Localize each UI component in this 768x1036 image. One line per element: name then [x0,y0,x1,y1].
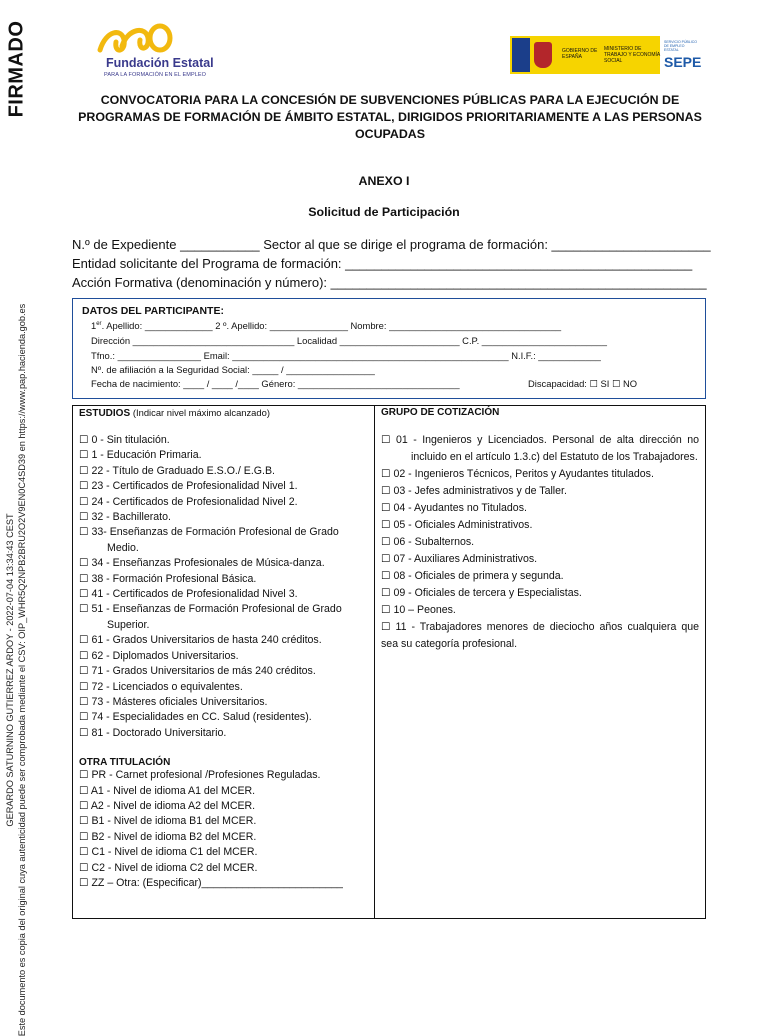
estudios-option[interactable]: ☐ 24 - Certificados de Profesionalidad Nivel 2. [79,495,298,508]
document-title: CONVOCATORIA PARA LA CONCESIÓN DE SUBVENCIONES PÚBLICAS PARA LA EJECUCIÓN DE PROGRAMAS DE FORMACIÓN DE ÁMBITO ESTATAL, DIRIGIDOS PRIORITARIAMENTE A LAS PERSONAS OCUPADAS [78,93,702,141]
cotizacion-option[interactable]: ☐ 06 - Subalternos. [381,536,475,548]
estudios-option[interactable]: ☐ 71 - Grados Universitarios de más 240 créditos. [79,665,316,678]
otra-titulacion-option[interactable]: ☐ C2 - Nivel de idioma C2 del MCER. [79,861,258,874]
estudios-option[interactable]: ☐ 1 - Educación Primaria. [79,449,202,462]
cotizacion-option[interactable]: ☐ 09 - Oficiales de tercera y Especialistas. [381,587,582,599]
ministerio-label: MINISTERIO DE TRABAJO Y ECONOMÍA SOCIAL [604,46,660,64]
column-divider [374,405,375,919]
estudios-option[interactable]: ☐ 23 - Certificados de Profesionalidad Nivel 1. [79,480,298,493]
estudios-option[interactable]: ☐ 74 - Especialidades en CC. Salud (residentes). [79,711,312,724]
gobierno-label: GOBIERNO DE ESPAÑA [562,48,598,60]
gobierno-sepe-logo [510,36,700,74]
estudios-option[interactable]: ☐ 81 - Doctorado Universitario. [79,726,227,739]
signature-stamp [4,303,40,1036]
otra-titulacion-option[interactable]: ☐ C1 - Nivel de idioma C1 del MCER. [79,846,258,859]
eu-flag-icon [512,38,530,72]
stamp-csv-line: Este documento es copia del original cuya autenticidad puede ser comprobada mediante el CSV: OIP_WHR5Q2NPB2BRU2O2V9EN0C4SD39 en https://www.pap.hacienda.gob.es [17,303,27,1036]
cotizacion-option[interactable]: ☐ 08 - Oficiales de primera y segunda. [381,570,564,582]
estudios-option[interactable]: ☐ 22 - Título de Graduado E.S.O./ E.G.B. [79,464,275,477]
estudios-option[interactable]: ☐ 33- Enseñanzas de Formación Profesional de Grado Medio. [79,526,339,554]
estudios-option[interactable]: ☐ 41 - Certificados de Profesionalidad Nivel 3. [79,588,298,601]
sepe-fullname: SERVICIO PÚBLICO DE EMPLEO ESTATAL [664,40,698,52]
fundacion-tagline: PARA LA FORMACIÓN EN EL EMPLEO [104,72,207,78]
cotizacion-option[interactable]: ☐ 10 – Peones. [381,604,456,616]
estudios-option[interactable]: ☐ 32 - Bachillerato. [79,511,171,524]
coat-of-arms-icon [534,42,552,68]
expediente-sector-line[interactable]: N.º de Expediente ___________ Sector al que se dirige el programa de formación: ______________________ [72,237,711,252]
form-subtitle: Solicitud de Participación [308,205,460,219]
cotizacion-option[interactable]: ☐ 05 - Oficiales Administrativos. [381,519,533,531]
otra-titulacion-option[interactable]: ☐ PR - Carnet profesional /Profesiones Reguladas. [79,769,321,782]
estudios-option[interactable]: ☐ 72 - Licenciados o equivalentes. [79,680,243,693]
entidad-solicitante-line[interactable]: Entidad solicitante del Programa de formación: ________________________________________________ [72,256,693,271]
stamp-signer-line: GERARDO SATURNINO GUTIERREZ ARDOY - 2022-07-04 13:34:43 CEST [5,513,15,827]
direccion-row[interactable]: Dirección _______________________________ Localidad _______________________ C.P. ________________________ [91,335,607,346]
estudios-option[interactable]: ☐ 34 - Enseñanzas Profesionales de Música-danza. [79,557,325,570]
fundacion-name: Fundación Estatal [106,56,214,70]
datos-participante-box [72,298,706,399]
telefono-email-nif-row[interactable]: Tfno.: ________________ Email: _____________________________________________________ N.I.F.: ____________ [91,350,601,361]
otra-titulacion-heading: OTRA TITULACIÓN [79,757,171,769]
cotizacion-option[interactable]: ☐ 01 - Ingenieros y Licenciados. Personal de alta dirección no incluido en el artículo 1.3.c) del Estatuto de los Trabajadores. [381,434,699,463]
otra-titulacion-option[interactable]: ☐ A1 - Nivel de idioma A1 del MCER. [79,784,256,797]
estudios-option[interactable]: ☐ 38 - Formación Profesional Básica. [79,572,257,585]
sepe-label: SEPE [664,54,702,70]
cotizacion-column [381,407,699,653]
anexo-heading: ANEXO I [358,174,410,188]
estudios-column [79,407,369,891]
cotizacion-option[interactable]: ☐ 02 - Ingenieros Técnicos, Peritos y Ayudantes titulados. [381,468,654,480]
fundacion-logo-mark-icon [94,22,174,58]
nacimiento-genero-row[interactable]: Fecha de nacimiento: ____ / ____ /____ Género: _______________________________ [91,378,460,389]
estudios-heading: ESTUDIOS (Indicar nivel máximo alcanzado) [79,407,270,419]
cotizacion-heading: GRUPO DE COTIZACIÓN [381,407,500,418]
cotizacion-option[interactable]: ☐ 03 - Jefes administrativos y de Taller. [381,485,567,497]
estudios-option[interactable]: ☐ 73 - Másteres oficiales Universitarios. [79,695,268,708]
firmado-stamp: FIRMADO [5,20,28,118]
apellidos-nombre-row[interactable]: 1er. Apellido: _____________ 2 º. Apellido: _______________ Nombre: _________________________________ [91,320,562,331]
estudios-option[interactable]: ☐ 61 - Grados Universitarios de hasta 240 créditos. [79,634,322,647]
estudios-option[interactable]: ☐ 62 - Diplomados Universitarios. [79,649,239,662]
cotizacion-option[interactable]: ☐ 11 - Trabajadores menores de dieciocho años cualquiera que sea su categoría profesional. [381,621,699,650]
participante-heading: DATOS DEL PARTICIPANTE: [82,305,224,317]
discapacidad-checkboxes[interactable]: Discapacidad: ☐ SI ☐ NO [528,378,638,389]
seguridad-social-row[interactable]: Nº. de afiliación a la Seguridad Social: _____ / _________________ [91,364,375,375]
otra-titulacion-option[interactable]: ☐ B1 - Nivel de idioma B1 del MCER. [79,815,257,828]
cotizacion-option[interactable]: ☐ 07 - Auxiliares Administrativos. [381,553,538,565]
otra-titulacion-option[interactable]: ☐ B2 - Nivel de idioma B2 del MCER. [79,830,257,843]
otra-titulacion-option[interactable]: ☐ ZZ – Otra: (Especificar)________________________ [79,876,343,889]
estudios-option[interactable]: ☐ 51 - Enseñanzas de Formación Profesional de Grado Superior. [79,603,342,631]
otra-titulacion-option[interactable]: ☐ A2 - Nivel de idioma A2 del MCER. [79,799,256,812]
accion-formativa-line[interactable]: Acción Formativa (denominación y número): ____________________________________________________ [72,275,707,290]
estudios-option[interactable]: ☐ 0 - Sin titulación. [79,434,170,446]
fundacion-estatal-logo [90,22,230,86]
cotizacion-option[interactable]: ☐ 04 - Ayudantes no Titulados. [381,502,527,514]
